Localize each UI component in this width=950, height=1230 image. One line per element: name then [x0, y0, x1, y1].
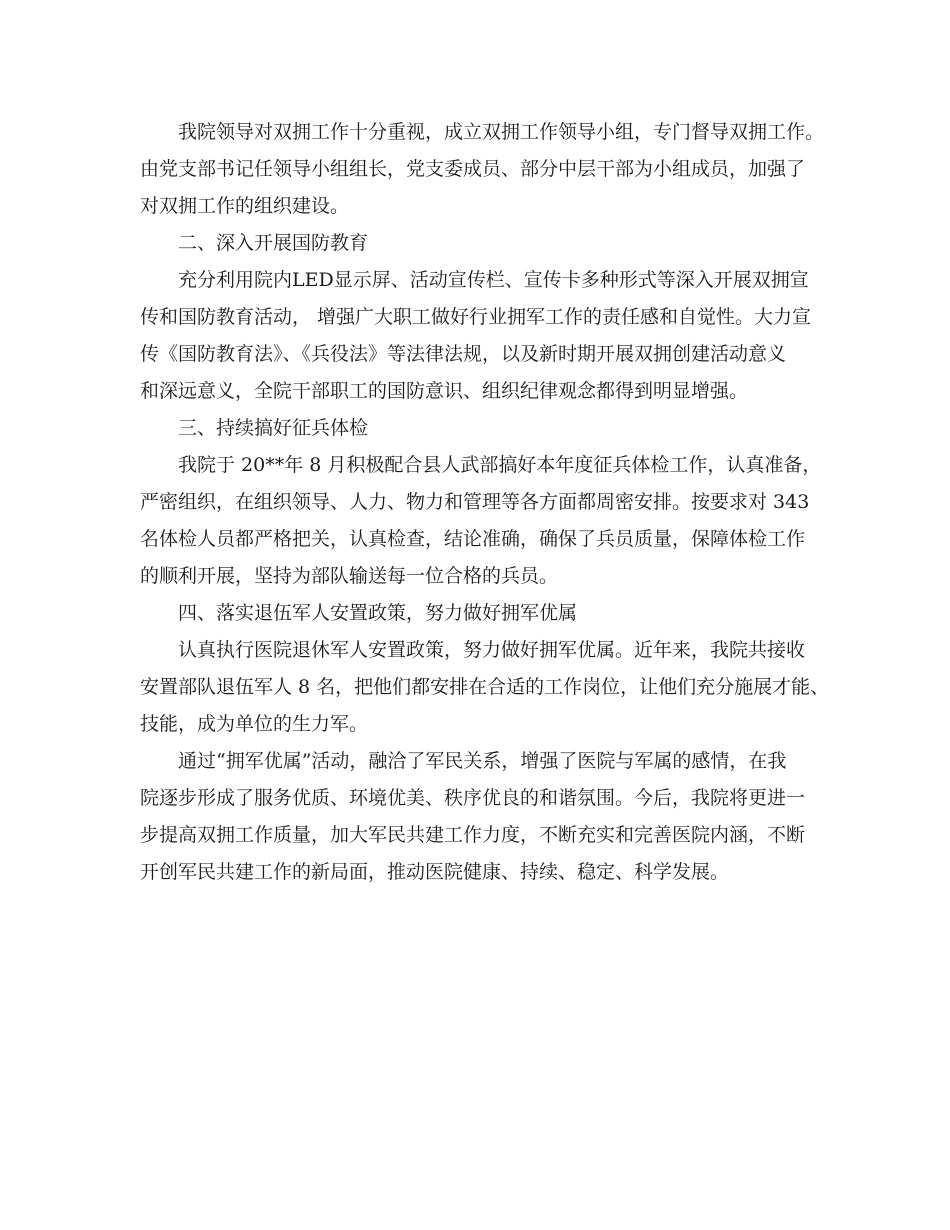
text-line: 传《国防教育法》、《兵役法》等法律法规，以及新时期开展双拥创建活动意义 [140, 343, 787, 365]
text-line: 我院领导对双拥工作十分重视，成立双拥工作领导小组，专门督导双拥工作。 [178, 121, 825, 143]
section-heading-4: 四、落实退伍军人安置政策，努力做好拥军优属 [178, 602, 578, 624]
text-line: 对双拥工作的组织建设。 [140, 195, 350, 217]
section-heading-2: 二、深入开展国防教育 [178, 232, 369, 254]
text-line: 步提高双拥工作质量，加大军民共建工作力度，不断充实和完善医院内涵，不断 [140, 824, 806, 846]
section-heading-3: 三、持续搞好征兵体检 [178, 417, 369, 439]
text-line: 认真执行医院退休军人安置政策，努力做好拥军优属。近年来，我院共接收 [178, 639, 806, 661]
text-line: 我院于 20**年 8 月积极配合县人武部搞好本年度征兵体检工作，认真准备， [178, 454, 822, 476]
text-line: 名体检人员都严格把关，认真检查，结论准确，确保了兵员质量，保障体检工作 [140, 528, 806, 550]
text-line: 充分利用院内LED显示屏、活动宣传栏、宣传卡多种形式等深入开展双拥宣 [178, 269, 809, 291]
text-line: 安置部队退伍军人 8 名，把他们都安排在合适的工作岗位，让他们充分施展才能、 [140, 676, 830, 698]
text-line: 通过“拥军优属”活动，融洽了军民关系，增强了医院与军属的感情，在我 [178, 750, 787, 772]
text-line: 开创军民共建工作的新局面，推动医院健康、持续、稳定、科学发展。 [140, 861, 730, 883]
text-line: 技能，成为单位的生力军。 [140, 713, 369, 735]
text-line: 的顺利开展，坚持为部队输送每一位合格的兵员。 [140, 565, 559, 587]
text-line: 由党支部书记任领导小组组长，党支委成员、部分中层干部为小组成员，加强了 [140, 158, 806, 180]
text-line: 院逐步形成了服务优质、环境优美、秩序优良的和谐氛围。今后，我院将更进一 [140, 787, 806, 809]
text-line: 和深远意义，全院干部职工的国防意识、组织纪律观念都得到明显增强。 [140, 380, 749, 402]
text-line: 严密组织，在组织领导、人力、物力和管理等各方面都周密安排。按要求对 343 [140, 491, 810, 513]
text-line: 传和国防教育活动， 增强广大职工做好行业拥军工作的责任感和自觉性。大力宣 [140, 306, 812, 328]
